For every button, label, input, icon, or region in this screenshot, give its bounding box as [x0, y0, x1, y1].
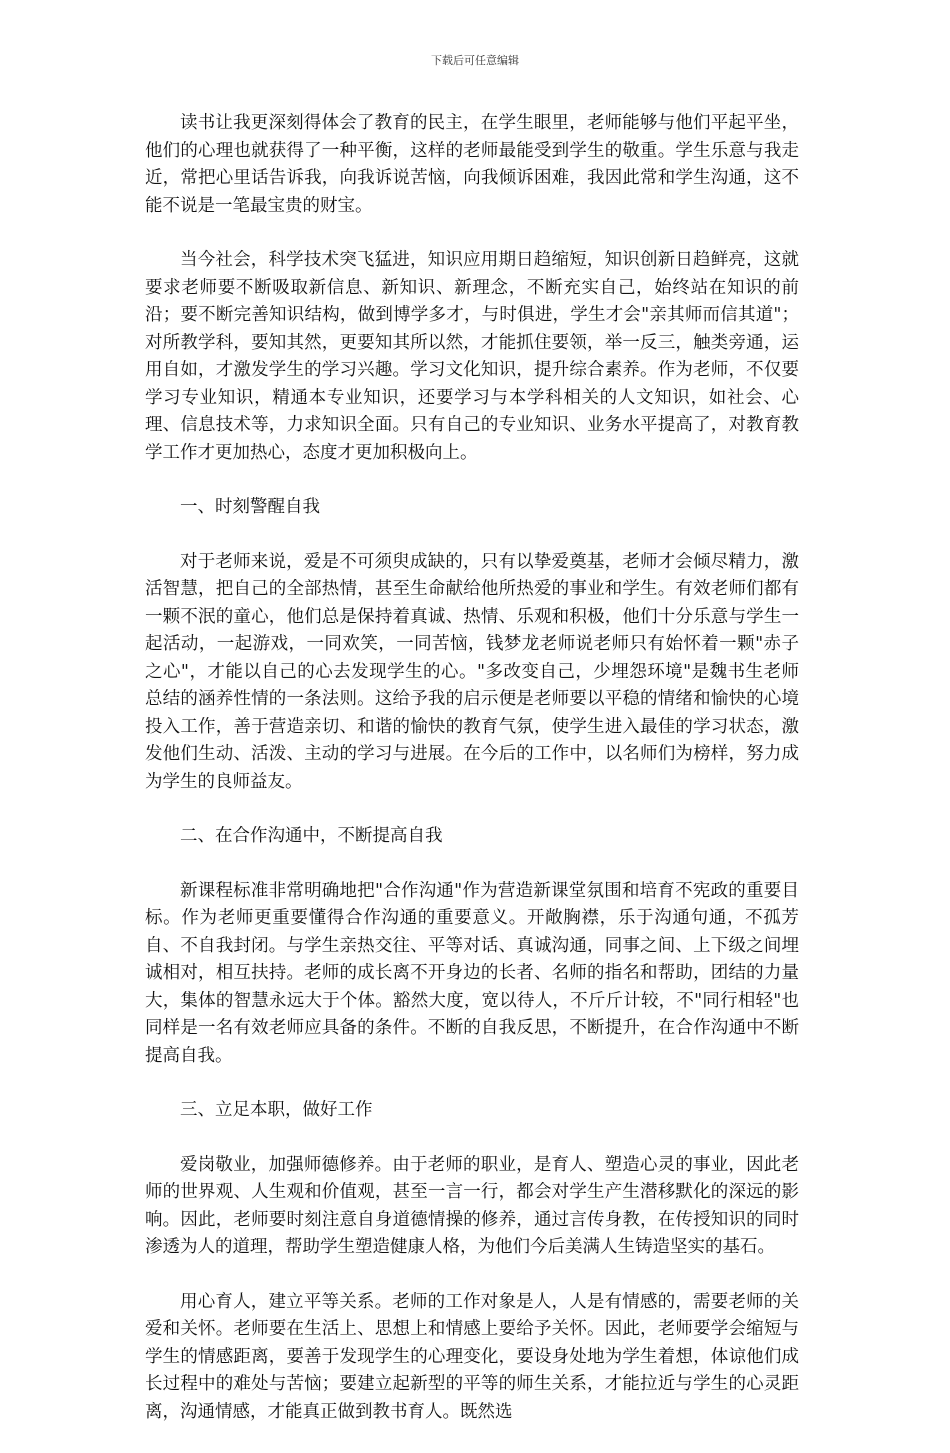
paragraph-reading-democracy: 读书让我更深刻得体会了教育的民主，在学生眼里，老师能够与他们平起平坐，他们的心理也就获得了一种平衡，这样的老师最能受到学生的敬重。学生乐意与我走近，常把心里话告诉我，向我诉说苦恼，向我倾诉困难，我因此常和学生沟通，这不能不说是一笔最宝贵的财宝。 — [145, 113, 799, 216]
paragraph-equal-relationship: 用心育人，建立平等关系。老师的工作对象是人，人是有情感的，需要老师的关爱和关怀。老师要在生活上、思想上和情感上要给予关怀。因此，老师要学会缩短与学生的情感距离，要善于发现学生的心理变化，要设身处地为学生着想，体谅他们成长过程中的难处与苦恼；要建立起新型的平等的师生关系，才能拉近与学生的心灵距离，沟通情感，才能真正做到教书育人。既然选 — [145, 1291, 799, 1422]
section-heading-2: 二、在合作沟通中，不断提高自我 — [180, 826, 443, 846]
section-heading-3: 三、立足本职，做好工作 — [180, 1100, 373, 1120]
page-header-note: 下载后可任意编辑 — [431, 54, 519, 67]
document-body — [145, 110, 799, 1453]
section-heading-1: 一、时刻警醒自我 — [180, 497, 320, 517]
paragraph-knowledge-learning: 当今社会，科学技术突飞猛进，知识应用期日趋缩短，知识创新日趋鲜亮，这就要求老师要不断吸取新信息、新知识、新理念，不断充实自己，始终站在知识的前沿；要不断完善知识结构，做到博学多才，与时俱进，学生才会"亲其师而信其道"；对所教学科，要知其然，更要知其所以然，才能抓住要领，举一反三，触类旁通，运用自如，才激发学生的学习兴趣。学习文化知识，提升综合素养。作为老师，不仅要学习专业知识，精通本专业知识，还要学习与本学科相关的人文知识，如社会、心理、信息技术等，力求知识全面。只有自己的专业知识、业务水平提高了，对教育教学工作才更加热心，态度才更加积极向上。 — [145, 250, 799, 463]
paragraph-cooperation: 新课程标准非常明确地把"合作沟通"作为营造新课堂氛围和培育不宪政的重要目标。作为老师更重要懂得合作沟通的重要意义。开敞胸襟，乐于沟通句通，不孤芳自、不自我封闭。与学生亲热交往、平等对话、真诚沟通，同事之间、上下级之间埋诚相对，相互扶持。老师的成长离不开身边的长者、名师的指名和帮助，团结的力量大，集体的智慧永远大于个体。豁然大度，宽以待人，不斤斤计较，不"同行相轻"也同样是一名有效老师应具备的条件。不断的自我反思，不断提升，在合作沟通中不断提高自我。 — [145, 880, 799, 1066]
paragraph-love-students: 对于老师来说，爱是不可须臾成缺的，只有以挚爱奠基，老师才会倾尽精力，激活智慧，把自己的全部热情，甚至生命献给他所热爱的事业和学生。有效老师们都有一颗不泯的童心，他们总是保持着真诚、热情、乐观和积极，他们十分乐意与学生一起活动，一起游戏，一同欢笑，一同苦恼，钱梦龙老师说老师只有始怀着一颗"赤子之心"，才能以自己的心去发现学生的心。"多改变自己，少埋怨环境"是魏书生老师总结的涵养性情的一条法则。这给予我的启示便是老师要以平稳的情绪和愉快的心境投入工作，善于营造亲切、和谐的愉快的教育气氛，使学生进入最佳的学习状态，激发他们生动、活泼、主动的学习与进展。在今后的工作中，以名师们为榜样，努力成为学生的良师益友。 — [145, 551, 799, 792]
paragraph-ethics: 爱岗敬业，加强师德修养。由于老师的职业，是育人、塑造心灵的事业，因此老师的世界观、人生观和价值观，甚至一言一行，都会对学生产生潜移默化的深远的影响。因此，老师要时刻注意自身道德情操的修养，通过言传身教，在传授知识的同时渗透为人的道理，帮助学生塑造健康人格，为他们今后美满人生铸造坚实的基石。 — [145, 1154, 799, 1257]
